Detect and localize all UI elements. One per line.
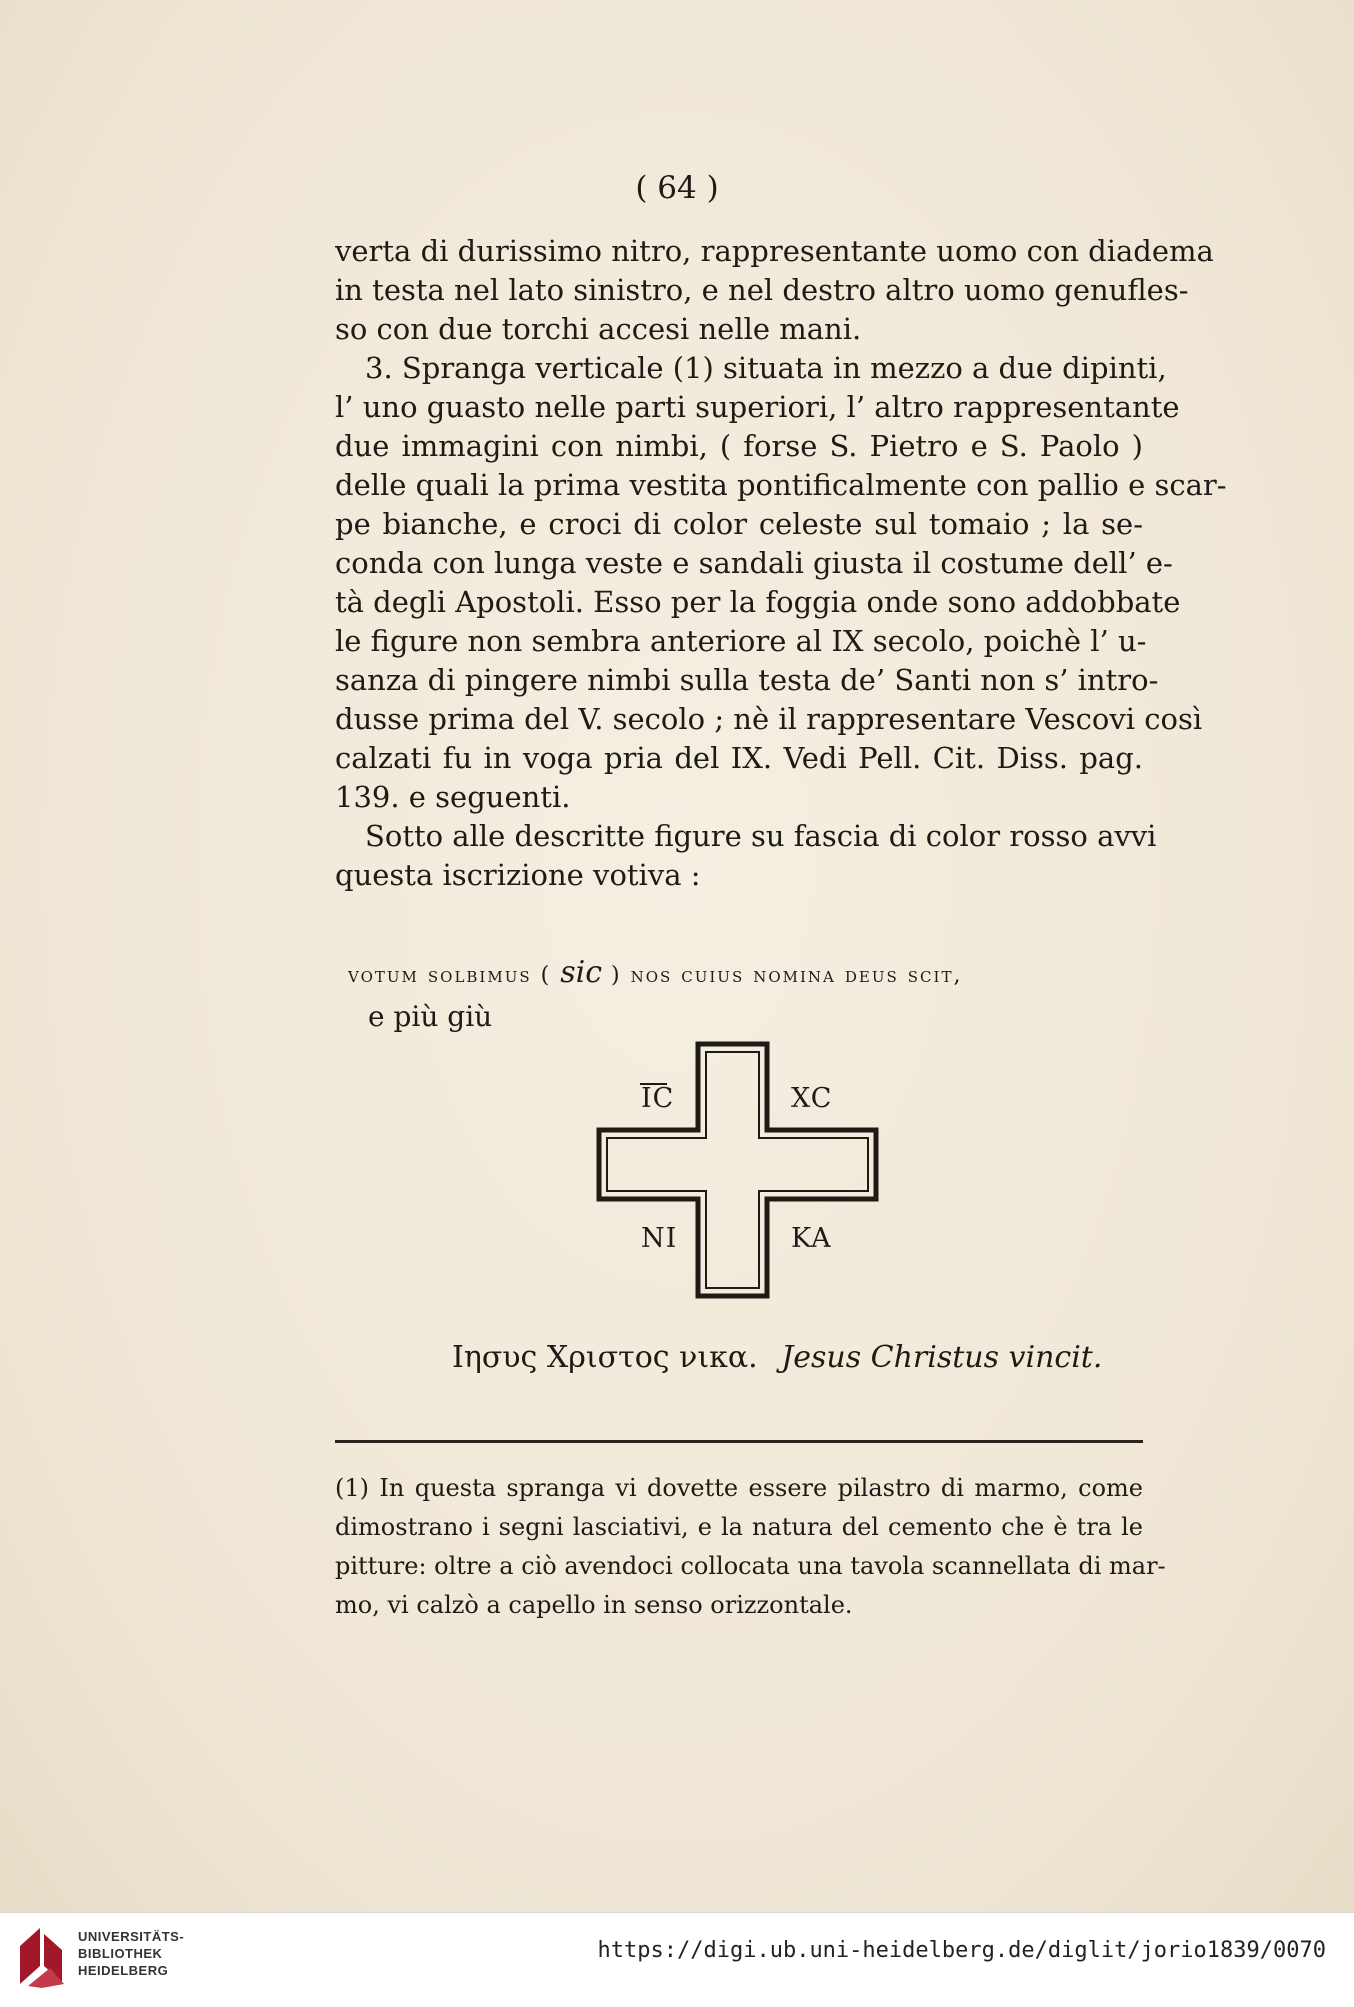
body-line: sanza di pingere nimbi sulla testa de’ Santi non s’ intro- [335,663,1159,697]
university-library-logo[interactable] [14,1924,70,1994]
inscription-after: ) nos cuius nomina deus scit, [611,963,963,988]
cross-label-ni: NI [641,1223,678,1254]
body-line: delle quali la prima vestita pontificalmente con pallio e scar- [335,468,1227,502]
e-piu-giu: e più giù [368,1000,493,1033]
footnote-divider [335,1440,1143,1443]
cross-label-xc: XC [791,1083,833,1114]
body-line: Sotto alle descritte figure su fascia di color rosso avvi [365,819,1157,853]
body-line: in testa nel lato sinistro, e nel destro altro uomo genufles- [335,273,1189,307]
body-line: l’ uno guasto nelle parti superiori, l’ altro rappresentante [335,390,1180,424]
footnote-line: mo, vi calzò a capello in senso orizzontale. [335,1591,853,1619]
cross-label-ka: KA [791,1223,832,1254]
body-line: calzati fu in voga pria del IX. Vedi Pell. Cit. Diss. pag. [335,741,1143,775]
body-line: dusse prima del V. secolo ; nè il rappresentare Vescovi così [335,702,1203,736]
body-line: due immagini con nimbi, ( forse S. Pietro e S. Paolo ) [335,429,1143,463]
body-line: le figure non sembra anteriore al IX secolo, poichè l’ u- [335,624,1147,658]
body-line: 139. e seguenti. [335,780,571,814]
cross-icon [595,1040,885,1300]
greek-caption: Ιησυς Χριστος νικα. [452,1340,758,1375]
inscription-sic: sic [560,955,602,990]
cross-figure [595,1040,885,1304]
body-line: so con due torchi accesi nelle mani. [335,312,862,346]
footnote-line: pitture: oltre a ciò avendoci collocata una tavola scannellata di mar- [335,1552,1166,1580]
footnotes [335,1472,1166,1628]
library-name-line: UNIVERSITÄTS- [78,1929,185,1944]
body-line: tà degli Apostoli. Esso per la foggia onde sono addobbate [335,585,1181,619]
page-number: ( 64 ) [635,170,719,206]
body-line: verta di durissimo nitro, rappresentante uomo con diadema [335,234,1214,268]
footnote-line: dimostrano i segni lasciativi, e la natura del cemento che è tra le [335,1513,1143,1541]
permalink-url[interactable]: https://digi.ub.uni-heidelberg.de/diglit/jorio1839/0070 [597,1938,1326,1963]
library-name [78,1928,184,1979]
cross-caption [452,1340,1172,1375]
footnote-line: (1) In questa spranga vi dovette essere pilastro di marmo, come [335,1474,1143,1502]
latin-caption: Jesus Christus vincit. [781,1340,1103,1375]
body-line: 3. Spranga verticale (1) situata in mezzo a due dipinti, [365,351,1167,385]
heidelberg-logo-icon [14,1924,70,1990]
body-line: pe bianche, e croci di color celeste sul tomaio ; la se- [335,507,1143,541]
body-line: conda con lunga veste e sandali giusta il costume dell’ e- [335,546,1173,580]
library-name-line: HEIDELBERG [78,1963,169,1978]
votive-inscription [348,955,1088,990]
library-name-line: BIBLIOTHEK [78,1946,163,1961]
body-text [335,232,1227,895]
inscription-before: votum solbimus ( [348,963,552,988]
cross-label-ic: IC [641,1083,675,1114]
body-line: questa iscrizione votiva : [335,858,701,892]
